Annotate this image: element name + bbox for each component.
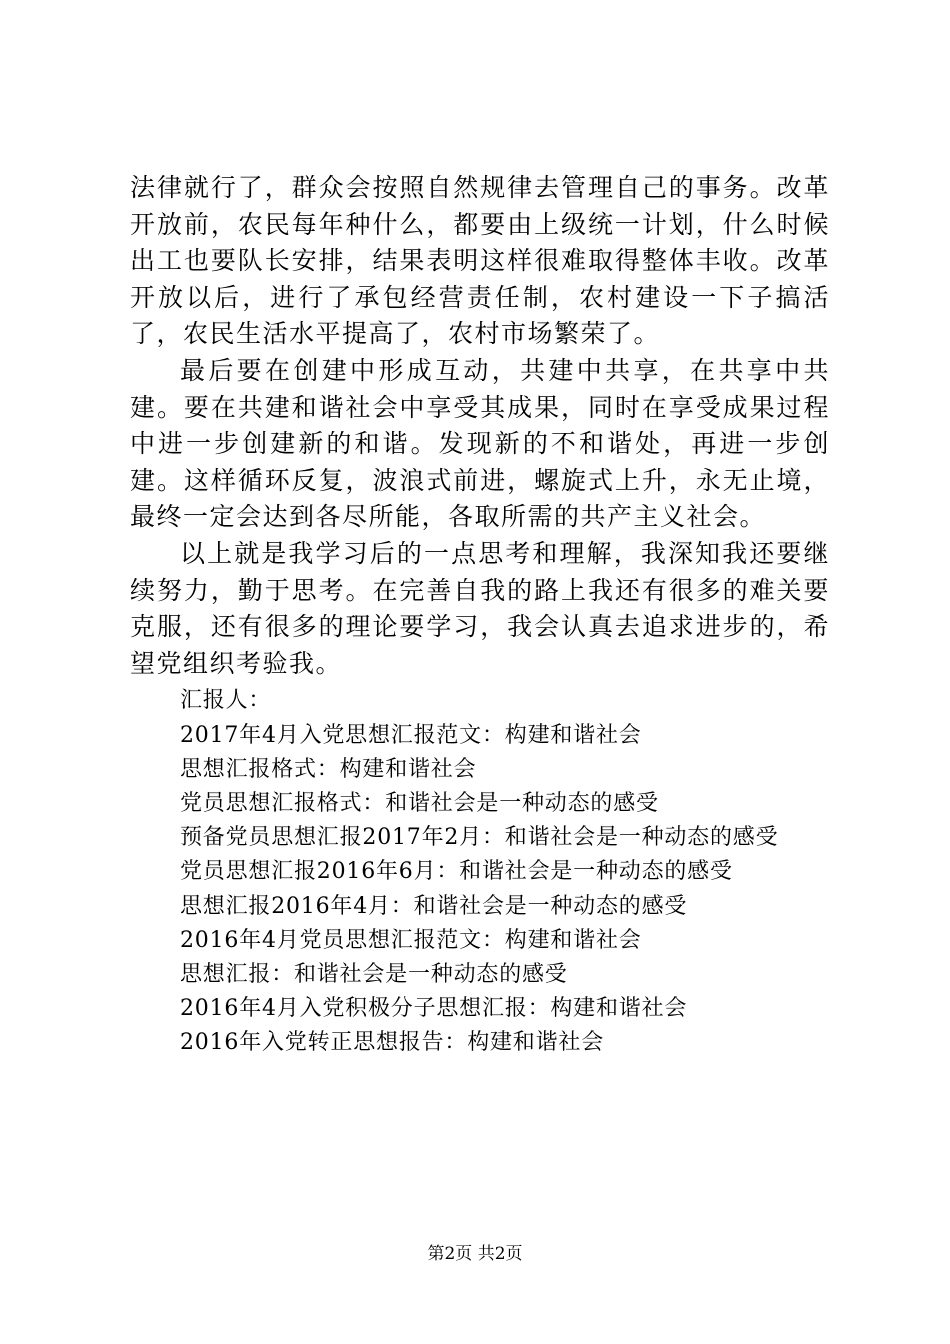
page-footer <box>0 1242 950 1266</box>
page-number: 第2页 共2页 <box>427 1244 523 1264</box>
signature-line: 汇报人： <box>180 688 272 714</box>
related-title: 2016年4月党员思想汇报范文：构建和谐社会 <box>180 927 642 953</box>
paragraph-conclusion: 以上就是我学习后的一点思考和理解，我深知我还要继续努力，勤于思考。在完善自我的路上我还有很多的难关要克服，还有很多的理论要学习，我会认真去追求进步的，希望党组织考验我。 <box>130 538 830 678</box>
related-title: 2017年4月入党思想汇报范文：构建和谐社会 <box>180 722 642 748</box>
related-title: 党员思想汇报格式：和谐社会是一种动态的感受 <box>180 790 659 816</box>
document-body <box>130 170 830 1061</box>
related-title: 思想汇报2016年4月：和谐社会是一种动态的感受 <box>180 893 688 919</box>
related-title: 党员思想汇报2016年6月：和谐社会是一种动态的感受 <box>180 859 733 885</box>
related-title: 思想汇报：和谐社会是一种动态的感受 <box>180 961 568 987</box>
paragraph-continuation: 法律就行了，群众会按照自然规律去管理自己的事务。改革开放前，农民每年种什么，都要由上级统一计划，什么时候出工也要队长安排，结果表明这样很难取得整体丰收。改革开放以后，进行了承包经营责任制，农村建设一下子搞活了，农民生活水平提高了，农村市场繁荣了。 <box>130 173 830 349</box>
paragraph-interaction: 最后要在创建中形成互动，共建中共享，在共享中共建。要在共建和谐社会中享受其成果，同时在享受成果过程中进一步创建新的和谐。发现新的不和谐处，再进一步创建。这样循环反复，波浪式前进，螺旋式上升，永无止境，最终一定会达到各尽所能，各取所需的共产主义社会。 <box>130 355 830 532</box>
related-title: 2016年入党转正思想报告：构建和谐社会 <box>180 1030 604 1056</box>
related-title: 2016年4月入党积极分子思想汇报：构建和谐社会 <box>180 996 688 1022</box>
related-title: 思想汇报格式：构建和谐社会 <box>180 756 477 782</box>
related-title: 预备党员思想汇报2017年2月：和谐社会是一种动态的感受 <box>180 825 779 851</box>
